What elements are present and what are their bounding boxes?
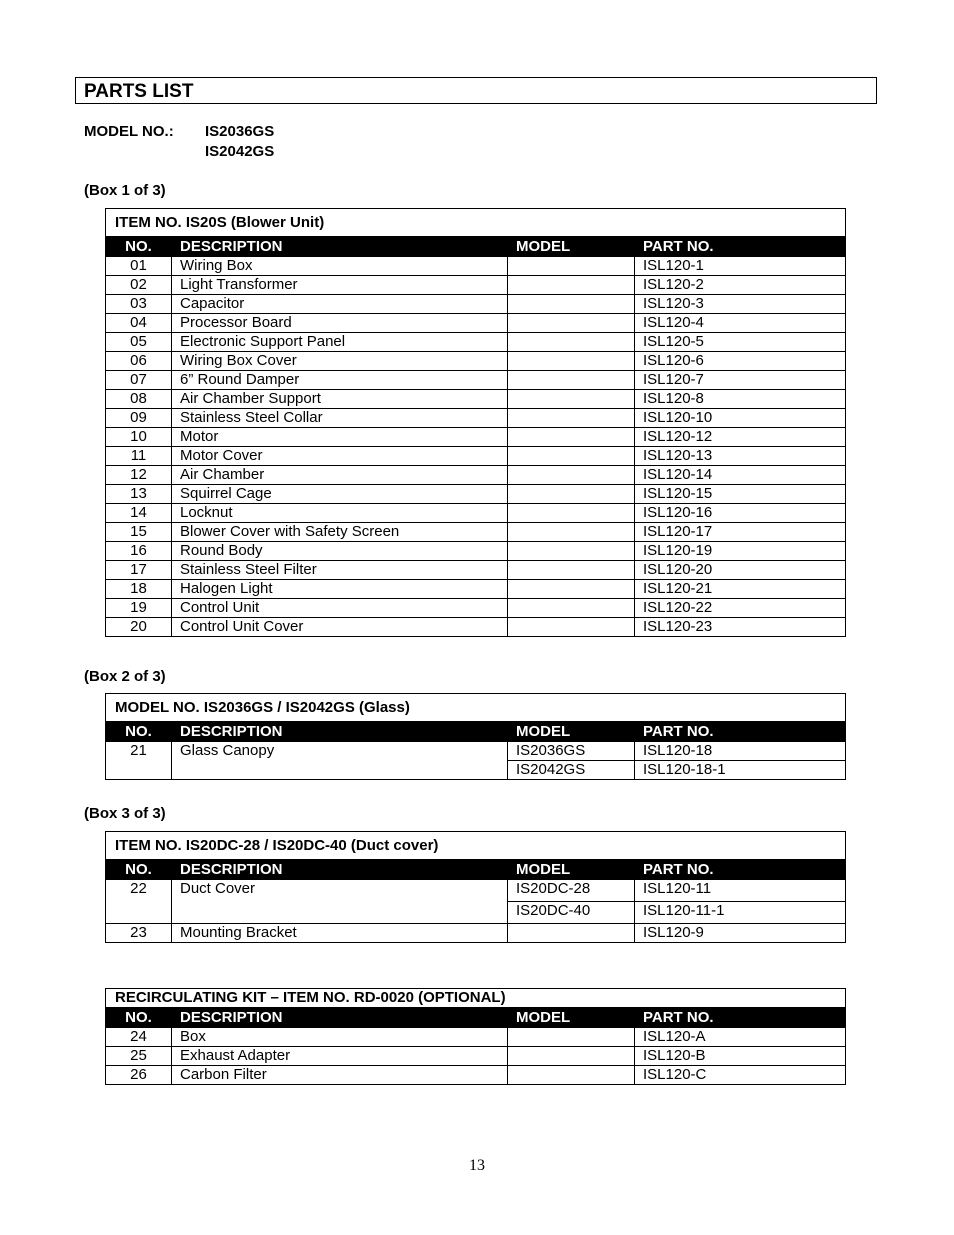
- row-description: Exhaust Adapter: [172, 1047, 508, 1066]
- header-model: MODEL: [508, 1008, 635, 1028]
- row-description: Blower Cover with Safety Screen: [172, 523, 508, 542]
- header-part-no: PART NO.: [635, 860, 846, 880]
- row-description: Control Unit: [172, 599, 508, 618]
- table-row: [106, 542, 846, 561]
- model-value-1: IS2036GS: [205, 123, 275, 140]
- header-part-no: PART NO.: [635, 237, 846, 257]
- row-model: [508, 371, 635, 390]
- row-part-no: ISL120-11: [635, 880, 846, 902]
- kit-table: [105, 988, 846, 1085]
- box1-caption: ITEM NO. IS20S (Blower Unit): [106, 209, 846, 237]
- table-row: [106, 880, 846, 902]
- row-model: [508, 257, 635, 276]
- row-part-no: ISL120-9: [635, 924, 846, 943]
- row-part-no: ISL120-8: [635, 390, 846, 409]
- row-model: [508, 1028, 635, 1047]
- header-model: MODEL: [508, 860, 635, 880]
- table-row: [106, 742, 846, 761]
- table-row: [106, 428, 846, 447]
- row-model: [508, 561, 635, 580]
- row-no: 01: [106, 257, 172, 276]
- row-description: Carbon Filter: [172, 1066, 508, 1085]
- row-model: [508, 428, 635, 447]
- table-row: [106, 1028, 846, 1047]
- row-model: [508, 295, 635, 314]
- row-no: 20: [106, 618, 172, 637]
- row-part-no: ISL120-2: [635, 276, 846, 295]
- header-model: MODEL: [508, 237, 635, 257]
- table-row: [106, 276, 846, 295]
- table-row: [106, 599, 846, 618]
- row-model: [508, 924, 635, 943]
- row-description: Locknut: [172, 504, 508, 523]
- row-model: [508, 1066, 635, 1085]
- row-part-no: ISL120-4: [635, 314, 846, 333]
- row-model: [508, 314, 635, 333]
- header-model: MODEL: [508, 722, 635, 742]
- row-part-no: ISL120-A: [635, 1028, 846, 1047]
- row-model: [508, 390, 635, 409]
- row-no: 06: [106, 352, 172, 371]
- table-row: [106, 561, 846, 580]
- row-description: Wiring Box Cover: [172, 352, 508, 371]
- row-part-no: ISL120-10: [635, 409, 846, 428]
- row-description: Motor: [172, 428, 508, 447]
- page-number: 13: [469, 1157, 485, 1174]
- row-no: 24: [106, 1028, 172, 1047]
- row-description: Motor Cover: [172, 447, 508, 466]
- header-part-no: PART NO.: [635, 1008, 846, 1028]
- row-description: Halogen Light: [172, 580, 508, 599]
- row-part-no: ISL120-C: [635, 1066, 846, 1085]
- table-row: [106, 1047, 846, 1066]
- box1-table: [105, 208, 846, 637]
- row-part-no: ISL120-13: [635, 447, 846, 466]
- table-row: [106, 924, 846, 943]
- table-row: [106, 485, 846, 504]
- row-no: 14: [106, 504, 172, 523]
- row-no: 09: [106, 409, 172, 428]
- row-part-no: ISL120-22: [635, 599, 846, 618]
- row-part-no: ISL120-5: [635, 333, 846, 352]
- row-model: [508, 599, 635, 618]
- row-model: [508, 504, 635, 523]
- row-part-no: ISL120-21: [635, 580, 846, 599]
- table-row: [106, 618, 846, 637]
- page-title: PARTS LIST: [84, 81, 194, 102]
- row-description: Glass Canopy: [172, 742, 508, 780]
- row-part-no: ISL120-15: [635, 485, 846, 504]
- row-model: [508, 352, 635, 371]
- row-description: Mounting Bracket: [172, 924, 508, 943]
- row-no: 12: [106, 466, 172, 485]
- box2-label: (Box 2 of 3): [84, 668, 166, 685]
- row-no: 10: [106, 428, 172, 447]
- row-description: Capacitor: [172, 295, 508, 314]
- box3-label: (Box 3 of 3): [84, 805, 166, 822]
- box3-caption: ITEM NO. IS20DC-28 / IS20DC-40 (Duct cover): [106, 832, 846, 860]
- row-part-no: ISL120-18-1: [635, 761, 846, 780]
- table-row: [106, 1066, 846, 1085]
- row-part-no: ISL120-23: [635, 618, 846, 637]
- table-row: [106, 295, 846, 314]
- row-part-no: ISL120-1: [635, 257, 846, 276]
- row-part-no: ISL120-17: [635, 523, 846, 542]
- parts-list-title-box: [75, 77, 877, 104]
- model-label: MODEL NO.:: [84, 123, 174, 140]
- table-row: [106, 352, 846, 371]
- row-description: Stainless Steel Collar: [172, 409, 508, 428]
- row-model: [508, 580, 635, 599]
- table-row: [106, 447, 846, 466]
- row-no: 21: [106, 742, 172, 780]
- row-part-no: ISL120-18: [635, 742, 846, 761]
- table-row: [106, 390, 846, 409]
- row-model: [508, 409, 635, 428]
- row-description: Box: [172, 1028, 508, 1047]
- row-model: [508, 447, 635, 466]
- row-part-no: ISL120-7: [635, 371, 846, 390]
- row-model: IS2042GS: [508, 761, 635, 780]
- row-no: 26: [106, 1066, 172, 1085]
- table-row: [106, 257, 846, 276]
- box2-table: [105, 693, 846, 780]
- row-description: Electronic Support Panel: [172, 333, 508, 352]
- header-no: NO.: [106, 1008, 172, 1028]
- row-no: 16: [106, 542, 172, 561]
- row-no: 23: [106, 924, 172, 943]
- row-no: 05: [106, 333, 172, 352]
- row-description: Air Chamber Support: [172, 390, 508, 409]
- row-model: [508, 276, 635, 295]
- row-model: [508, 1047, 635, 1066]
- table-row: [106, 466, 846, 485]
- row-model: [508, 618, 635, 637]
- model-value-2: IS2042GS: [205, 143, 275, 160]
- row-model: IS20DC-40: [508, 902, 635, 924]
- table-row: [106, 314, 846, 333]
- table-row: [106, 409, 846, 428]
- row-part-no: ISL120-12: [635, 428, 846, 447]
- row-description: Duct Cover: [172, 880, 508, 924]
- table-row: [106, 333, 846, 352]
- row-description: Air Chamber: [172, 466, 508, 485]
- row-model: [508, 466, 635, 485]
- row-part-no: ISL120-14: [635, 466, 846, 485]
- model-number-block: [84, 122, 274, 162]
- row-part-no: ISL120-19: [635, 542, 846, 561]
- table-row: [106, 504, 846, 523]
- row-model: IS2036GS: [508, 742, 635, 761]
- table-row: [106, 523, 846, 542]
- header-no: NO.: [106, 860, 172, 880]
- row-model: [508, 333, 635, 352]
- row-no: 18: [106, 580, 172, 599]
- row-part-no: ISL120-6: [635, 352, 846, 371]
- row-no: 17: [106, 561, 172, 580]
- row-no: 03: [106, 295, 172, 314]
- row-no: 02: [106, 276, 172, 295]
- header-description: DESCRIPTION: [172, 1008, 508, 1028]
- header-description: DESCRIPTION: [172, 722, 508, 742]
- box2-caption: MODEL NO. IS2036GS / IS2042GS (Glass): [106, 694, 846, 722]
- row-description: 6” Round Damper: [172, 371, 508, 390]
- table-row: [106, 371, 846, 390]
- row-model: IS20DC-28: [508, 880, 635, 902]
- header-description: DESCRIPTION: [172, 237, 508, 257]
- row-no: 07: [106, 371, 172, 390]
- box3-table: [105, 831, 846, 943]
- kit-caption: RECIRCULATING KIT – ITEM NO. RD-0020 (OPTIONAL): [106, 989, 846, 1008]
- header-description: DESCRIPTION: [172, 860, 508, 880]
- box1-label: (Box 1 of 3): [84, 182, 166, 199]
- table-row: [106, 580, 846, 599]
- header-no: NO.: [106, 237, 172, 257]
- row-description: Squirrel Cage: [172, 485, 508, 504]
- row-no: 22: [106, 880, 172, 924]
- row-description: Stainless Steel Filter: [172, 561, 508, 580]
- row-no: 15: [106, 523, 172, 542]
- row-no: 08: [106, 390, 172, 409]
- row-no: 19: [106, 599, 172, 618]
- header-part-no: PART NO.: [635, 722, 846, 742]
- row-part-no: ISL120-11-1: [635, 902, 846, 924]
- row-part-no: ISL120-3: [635, 295, 846, 314]
- row-part-no: ISL120-B: [635, 1047, 846, 1066]
- row-description: Light Transformer: [172, 276, 508, 295]
- row-no: 25: [106, 1047, 172, 1066]
- row-model: [508, 542, 635, 561]
- row-no: 04: [106, 314, 172, 333]
- row-no: 13: [106, 485, 172, 504]
- row-description: Control Unit Cover: [172, 618, 508, 637]
- row-description: Round Body: [172, 542, 508, 561]
- row-part-no: ISL120-20: [635, 561, 846, 580]
- row-model: [508, 485, 635, 504]
- header-no: NO.: [106, 722, 172, 742]
- row-no: 11: [106, 447, 172, 466]
- row-description: Processor Board: [172, 314, 508, 333]
- row-model: [508, 523, 635, 542]
- row-part-no: ISL120-16: [635, 504, 846, 523]
- row-description: Wiring Box: [172, 257, 508, 276]
